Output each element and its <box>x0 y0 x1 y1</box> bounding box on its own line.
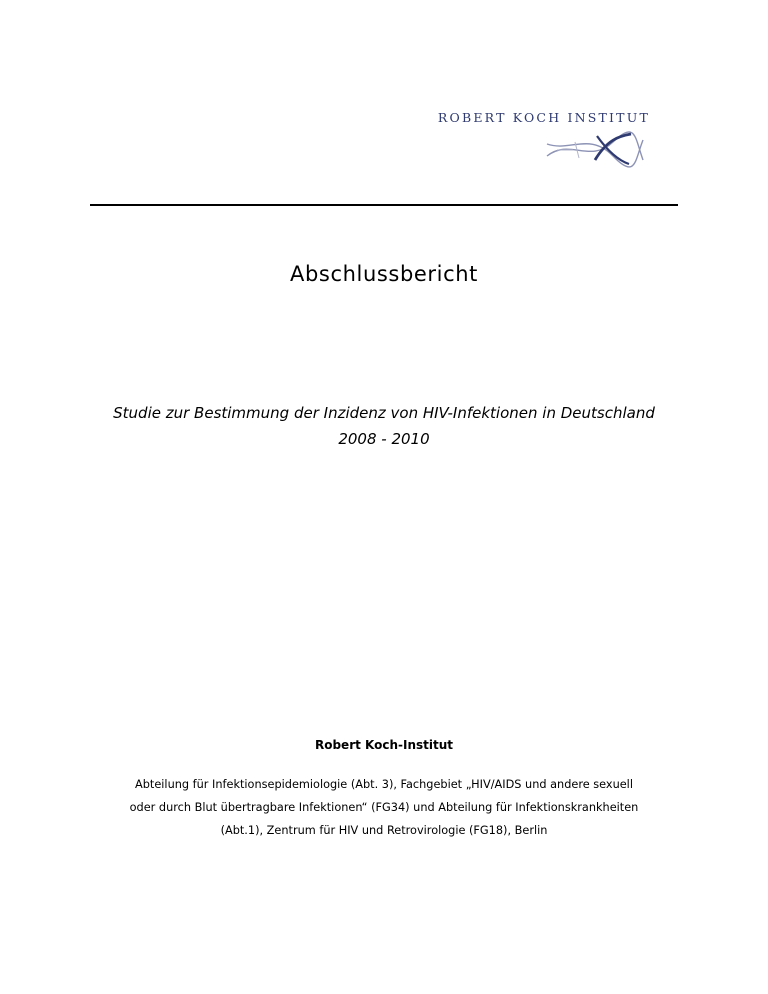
logo-wordmark: ROBERT KOCH INSTITUT <box>437 110 650 125</box>
department-line-2: oder durch Blut übertragbare Infektionen“ (FG34) und Abteilung für Infektionskrankheiten <box>129 801 639 814</box>
subtitle-line-2: 2008 - 2010 <box>338 430 430 448</box>
institute-logo <box>430 110 650 170</box>
document-subtitle <box>0 400 768 452</box>
document-title: Abschlussbericht <box>290 262 478 286</box>
department-line-3: (Abt.1), Zentrum für HIV und Retrovirologie (FG18), Berlin <box>220 824 548 837</box>
organization-name: Robert Koch-Institut <box>314 738 454 752</box>
dna-helix-icon <box>545 130 645 170</box>
department-description <box>80 773 688 842</box>
horizontal-rule <box>90 204 678 206</box>
subtitle-line-1: Studie zur Bestimmung der Inzidenz von HIV-Infektionen in Deutschland <box>113 404 655 422</box>
department-line-1: Abteilung für Infektionsepidemiologie (Abt. 3), Fachgebiet „HIV/AIDS und andere sexuell <box>135 778 633 791</box>
